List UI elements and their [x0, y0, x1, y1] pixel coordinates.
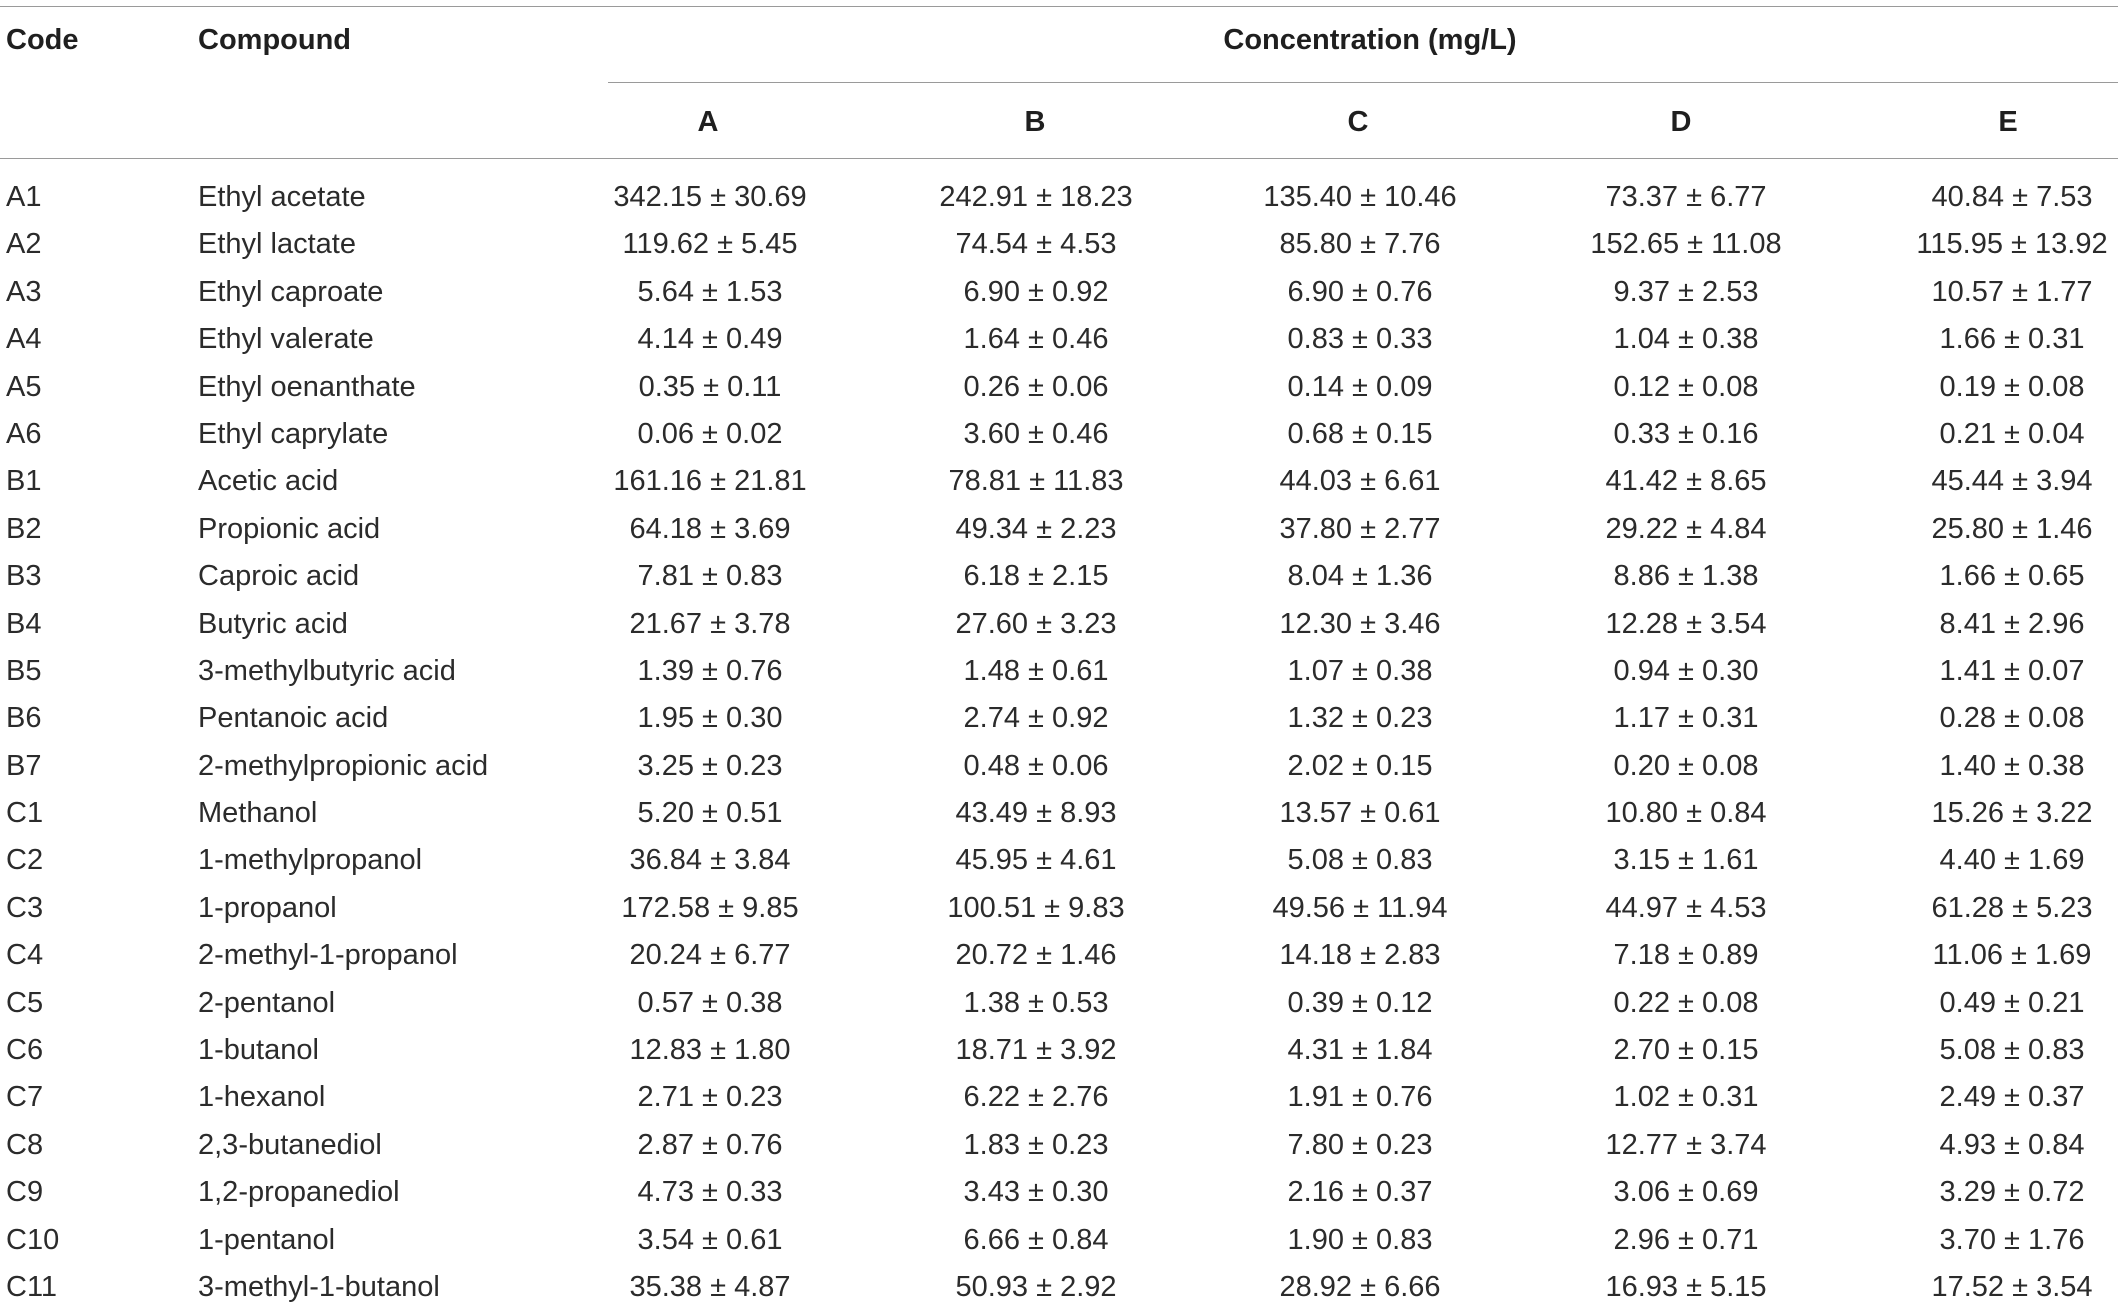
row-value-c: 8.04 ± 1.36 — [1287, 560, 1433, 593]
row-value-d: 0.33 ± 0.16 — [1613, 417, 1759, 450]
row-code: C2 — [6, 844, 44, 877]
row-value-a: 1.39 ± 0.76 — [637, 654, 783, 687]
row-value-b: 6.22 ± 2.76 — [963, 1081, 1109, 1114]
row-value-e: 15.26 ± 3.22 — [1931, 797, 2093, 830]
header-bottom-rule — [0, 158, 2118, 159]
row-value-a: 161.16 ± 21.81 — [613, 465, 807, 498]
row-value-e: 61.28 ± 5.23 — [1931, 891, 2093, 924]
row-value-a: 4.73 ± 0.33 — [637, 1176, 783, 1209]
table-body — [0, 174, 2118, 1311]
table-row — [0, 458, 2118, 505]
table-row — [0, 221, 2118, 268]
row-value-e: 1.41 ± 0.07 — [1939, 654, 2085, 687]
row-value-b: 27.60 ± 3.23 — [955, 607, 1117, 640]
row-code: A3 — [6, 275, 42, 308]
row-value-d: 73.37 ± 6.77 — [1605, 181, 1767, 213]
header-sample-c: C — [1347, 106, 1369, 138]
row-value-b: 3.60 ± 0.46 — [963, 417, 1109, 450]
row-value-d: 29.22 ± 4.84 — [1605, 512, 1767, 545]
table-row — [0, 601, 2118, 648]
row-value-d: 2.96 ± 0.71 — [1613, 1223, 1759, 1256]
row-compound: Acetic acid — [198, 465, 339, 498]
row-value-d: 0.94 ± 0.30 — [1613, 654, 1759, 687]
row-code: C6 — [6, 1034, 44, 1067]
row-value-d: 0.22 ± 0.08 — [1613, 986, 1759, 1019]
row-value-a: 172.58 ± 9.85 — [621, 891, 799, 924]
table-row — [0, 1027, 2118, 1074]
row-value-e: 0.49 ± 0.21 — [1939, 986, 2085, 1019]
row-value-a: 12.83 ± 1.80 — [629, 1034, 791, 1067]
row-value-c: 37.80 ± 2.77 — [1279, 512, 1441, 545]
row-value-c: 0.39 ± 0.12 — [1287, 986, 1433, 1019]
row-value-d: 0.12 ± 0.08 — [1613, 370, 1759, 403]
row-value-c: 44.03 ± 6.61 — [1279, 465, 1441, 498]
header-code: Code — [6, 24, 79, 56]
header-sample-a: A — [697, 106, 719, 138]
header-concentration: Concentration (mg/L) — [1223, 24, 1517, 56]
row-value-c: 49.56 ± 11.94 — [1272, 891, 1448, 924]
table-top-rule — [0, 6, 2118, 7]
row-value-a: 119.62 ± 5.45 — [622, 228, 798, 261]
row-compound: Ethyl lactate — [198, 228, 356, 261]
row-code: B6 — [6, 702, 42, 735]
row-value-d: 1.17 ± 0.31 — [1613, 702, 1759, 735]
row-code: A2 — [6, 228, 42, 261]
row-value-b: 0.48 ± 0.06 — [963, 749, 1109, 782]
row-compound: Ethyl valerate — [198, 323, 374, 356]
row-value-a: 35.38 ± 4.87 — [629, 1270, 791, 1303]
row-value-d: 7.18 ± 0.89 — [1613, 939, 1759, 972]
row-compound: 2-methylpropionic acid — [198, 749, 489, 782]
table-row — [0, 1264, 2118, 1311]
row-code: C5 — [6, 986, 44, 1019]
row-value-c: 0.68 ± 0.15 — [1287, 417, 1433, 450]
row-value-d: 3.06 ± 0.69 — [1613, 1176, 1759, 1209]
table-row — [0, 743, 2118, 790]
table-row — [0, 1122, 2118, 1169]
row-value-b: 20.72 ± 1.46 — [955, 939, 1117, 972]
row-value-a: 4.14 ± 0.49 — [637, 323, 783, 356]
row-value-c: 5.08 ± 0.83 — [1287, 844, 1433, 877]
row-code: C3 — [6, 891, 44, 924]
row-value-d: 8.86 ± 1.38 — [1613, 560, 1759, 593]
row-value-e: 45.44 ± 3.94 — [1931, 465, 2093, 498]
row-value-b: 18.71 ± 3.92 — [955, 1034, 1117, 1067]
row-value-a: 5.64 ± 1.53 — [637, 275, 783, 308]
row-compound: 2-pentanol — [198, 986, 336, 1019]
row-value-e: 25.80 ± 1.46 — [1931, 512, 2093, 545]
row-value-d: 2.70 ± 0.15 — [1613, 1034, 1759, 1067]
row-compound: Ethyl oenanthate — [198, 370, 416, 403]
row-code: B7 — [6, 749, 42, 782]
row-value-d: 12.77 ± 3.74 — [1605, 1128, 1767, 1161]
header-sample-d: D — [1670, 106, 1692, 138]
row-value-a: 0.57 ± 0.38 — [637, 986, 783, 1019]
row-value-b: 6.66 ± 0.84 — [963, 1223, 1109, 1256]
row-value-a: 36.84 ± 3.84 — [629, 844, 791, 877]
row-value-c: 13.57 ± 0.61 — [1279, 797, 1441, 830]
row-code: C9 — [6, 1176, 44, 1209]
row-value-c: 0.14 ± 0.09 — [1287, 370, 1433, 403]
row-value-a: 64.18 ± 3.69 — [629, 512, 791, 545]
row-compound: 1-hexanol — [198, 1081, 326, 1114]
row-code: A6 — [6, 417, 42, 450]
row-value-b: 43.49 ± 8.93 — [955, 797, 1117, 830]
row-value-a: 0.06 ± 0.02 — [637, 417, 783, 450]
row-value-a: 3.25 ± 0.23 — [637, 749, 783, 782]
table-row — [0, 980, 2118, 1027]
row-value-c: 1.07 ± 0.38 — [1287, 654, 1433, 687]
row-value-c: 6.90 ± 0.76 — [1287, 275, 1433, 308]
row-compound: 1-methylpropanol — [198, 844, 423, 877]
row-compound: Propionic acid — [198, 512, 381, 545]
row-code: A1 — [6, 181, 42, 213]
row-value-b: 74.54 ± 4.53 — [955, 228, 1117, 261]
row-value-b: 3.43 ± 0.30 — [963, 1176, 1109, 1209]
row-value-b: 6.90 ± 0.92 — [963, 275, 1109, 308]
row-code: C11 — [6, 1270, 58, 1303]
row-value-d: 16.93 ± 5.15 — [1605, 1270, 1767, 1303]
row-value-e: 11.06 ± 1.69 — [1932, 939, 2092, 972]
row-value-c: 85.80 ± 7.76 — [1279, 228, 1441, 261]
row-code: C8 — [6, 1128, 44, 1161]
header-sample-b: B — [1024, 106, 1046, 138]
row-value-d: 1.04 ± 0.38 — [1613, 323, 1759, 356]
row-compound: 2,3-butanediol — [198, 1128, 382, 1161]
table-row — [0, 695, 2118, 742]
row-value-e: 2.49 ± 0.37 — [1939, 1081, 2085, 1114]
row-value-c: 135.40 ± 10.46 — [1263, 181, 1457, 213]
row-value-e: 1.40 ± 0.38 — [1939, 749, 2085, 782]
row-compound: Ethyl caprylate — [198, 417, 389, 450]
table-row — [0, 174, 2118, 221]
table-row — [0, 932, 2118, 979]
table-row — [0, 269, 2118, 316]
table-row — [0, 648, 2118, 695]
row-value-a: 2.87 ± 0.76 — [637, 1128, 783, 1161]
row-value-e: 1.66 ± 0.31 — [1939, 323, 2085, 356]
row-code: A4 — [6, 323, 42, 356]
row-compound: Methanol — [198, 797, 318, 830]
row-value-b: 1.83 ± 0.23 — [963, 1128, 1109, 1161]
row-code: C7 — [6, 1081, 44, 1114]
row-value-d: 1.02 ± 0.31 — [1613, 1081, 1759, 1114]
row-compound: 2-methyl-1-propanol — [198, 939, 458, 972]
row-value-e: 4.40 ± 1.69 — [1939, 844, 2085, 877]
table-row — [0, 364, 2118, 411]
row-value-d: 152.65 ± 11.08 — [1590, 228, 1782, 261]
row-value-e: 8.41 ± 2.96 — [1939, 607, 2085, 640]
row-value-c: 12.30 ± 3.46 — [1279, 607, 1441, 640]
row-code: B3 — [6, 560, 42, 593]
row-value-d: 10.80 ± 0.84 — [1605, 797, 1767, 830]
row-value-a: 1.95 ± 0.30 — [637, 702, 783, 735]
concentration-span-rule — [608, 82, 2118, 83]
row-value-a: 7.81 ± 0.83 — [637, 560, 783, 593]
table-row — [0, 790, 2118, 837]
row-value-d: 41.42 ± 8.65 — [1605, 465, 1767, 498]
table-row — [0, 506, 2118, 553]
row-value-c: 0.83 ± 0.33 — [1287, 323, 1433, 356]
row-compound: 3-methylbutyric acid — [198, 654, 456, 687]
row-value-c: 2.02 ± 0.15 — [1287, 749, 1433, 782]
header-compound: Compound — [198, 24, 352, 56]
row-compound: Ethyl acetate — [198, 181, 366, 213]
row-code: B5 — [6, 654, 42, 687]
row-value-e: 3.29 ± 0.72 — [1939, 1176, 2085, 1209]
row-value-c: 1.90 ± 0.83 — [1287, 1223, 1433, 1256]
row-compound: Ethyl caproate — [198, 275, 384, 308]
row-value-c: 28.92 ± 6.66 — [1279, 1270, 1441, 1303]
row-value-a: 20.24 ± 6.77 — [629, 939, 791, 972]
row-compound: 1,2-propanediol — [198, 1176, 400, 1209]
row-compound: Pentanoic acid — [198, 702, 389, 735]
row-compound: 1-pentanol — [198, 1223, 336, 1256]
row-value-b: 50.93 ± 2.92 — [955, 1270, 1117, 1303]
row-value-d: 0.20 ± 0.08 — [1613, 749, 1759, 782]
row-compound: 1-butanol — [198, 1034, 319, 1067]
row-value-b: 49.34 ± 2.23 — [955, 512, 1117, 545]
row-value-d: 12.28 ± 3.54 — [1605, 607, 1767, 640]
row-value-a: 5.20 ± 0.51 — [637, 797, 783, 830]
row-value-b: 1.64 ± 0.46 — [963, 323, 1109, 356]
row-value-e: 0.28 ± 0.08 — [1939, 702, 2085, 735]
row-value-e: 115.95 ± 13.92 — [1916, 228, 2108, 261]
row-compound: Caproic acid — [198, 560, 360, 593]
table-row — [0, 1169, 2118, 1216]
table-row — [0, 1074, 2118, 1121]
row-code: B4 — [6, 607, 42, 640]
row-compound: 3-methyl-1-butanol — [198, 1270, 440, 1303]
row-value-e: 1.66 ± 0.65 — [1939, 560, 2085, 593]
row-value-d: 3.15 ± 1.61 — [1613, 844, 1759, 877]
row-value-d: 44.97 ± 4.53 — [1605, 891, 1767, 924]
row-value-b: 242.91 ± 18.23 — [939, 181, 1133, 213]
row-value-b: 1.38 ± 0.53 — [963, 986, 1109, 1019]
table-row — [0, 411, 2118, 458]
row-value-e: 40.84 ± 7.53 — [1931, 181, 2093, 213]
row-code: C1 — [6, 797, 44, 830]
table-row — [0, 885, 2118, 932]
row-value-e: 5.08 ± 0.83 — [1939, 1034, 2085, 1067]
table-row — [0, 1217, 2118, 1264]
row-value-c: 1.32 ± 0.23 — [1287, 702, 1433, 735]
table-row — [0, 316, 2118, 363]
row-value-b: 1.48 ± 0.61 — [963, 654, 1109, 687]
row-value-b: 6.18 ± 2.15 — [963, 560, 1109, 593]
row-value-c: 14.18 ± 2.83 — [1279, 939, 1441, 972]
row-code: B2 — [6, 512, 42, 545]
row-value-a: 21.67 ± 3.78 — [629, 607, 791, 640]
row-value-e: 0.19 ± 0.08 — [1939, 370, 2085, 403]
table-row — [0, 553, 2118, 600]
row-value-e: 17.52 ± 3.54 — [1931, 1270, 2093, 1303]
row-value-b: 0.26 ± 0.06 — [963, 370, 1109, 403]
row-value-e: 4.93 ± 0.84 — [1939, 1128, 2085, 1161]
row-value-c: 2.16 ± 0.37 — [1287, 1176, 1433, 1209]
row-value-a: 0.35 ± 0.11 — [638, 370, 782, 403]
row-value-e: 0.21 ± 0.04 — [1939, 417, 2085, 450]
row-value-b: 45.95 ± 4.61 — [955, 844, 1117, 877]
row-value-b: 78.81 ± 11.83 — [948, 465, 1124, 498]
header-sample-e: E — [1998, 106, 2018, 138]
row-value-a: 2.71 ± 0.23 — [637, 1081, 783, 1114]
row-code: C10 — [6, 1223, 60, 1256]
row-value-d: 9.37 ± 2.53 — [1613, 275, 1759, 308]
row-value-c: 4.31 ± 1.84 — [1287, 1034, 1433, 1067]
row-code: B1 — [6, 465, 42, 498]
row-compound: 1-propanol — [198, 891, 337, 924]
row-value-c: 1.91 ± 0.76 — [1287, 1081, 1433, 1114]
row-value-e: 10.57 ± 1.77 — [1931, 275, 2093, 308]
row-value-a: 342.15 ± 30.69 — [613, 181, 807, 213]
row-value-b: 100.51 ± 9.83 — [947, 891, 1125, 924]
table-row — [0, 837, 2118, 884]
row-code: C4 — [6, 939, 44, 972]
row-code: A5 — [6, 370, 42, 403]
row-compound: Butyric acid — [198, 607, 348, 640]
row-value-e: 3.70 ± 1.76 — [1939, 1223, 2085, 1256]
row-value-b: 2.74 ± 0.92 — [963, 702, 1109, 735]
row-value-a: 3.54 ± 0.61 — [637, 1223, 783, 1256]
row-value-c: 7.80 ± 0.23 — [1287, 1128, 1433, 1161]
